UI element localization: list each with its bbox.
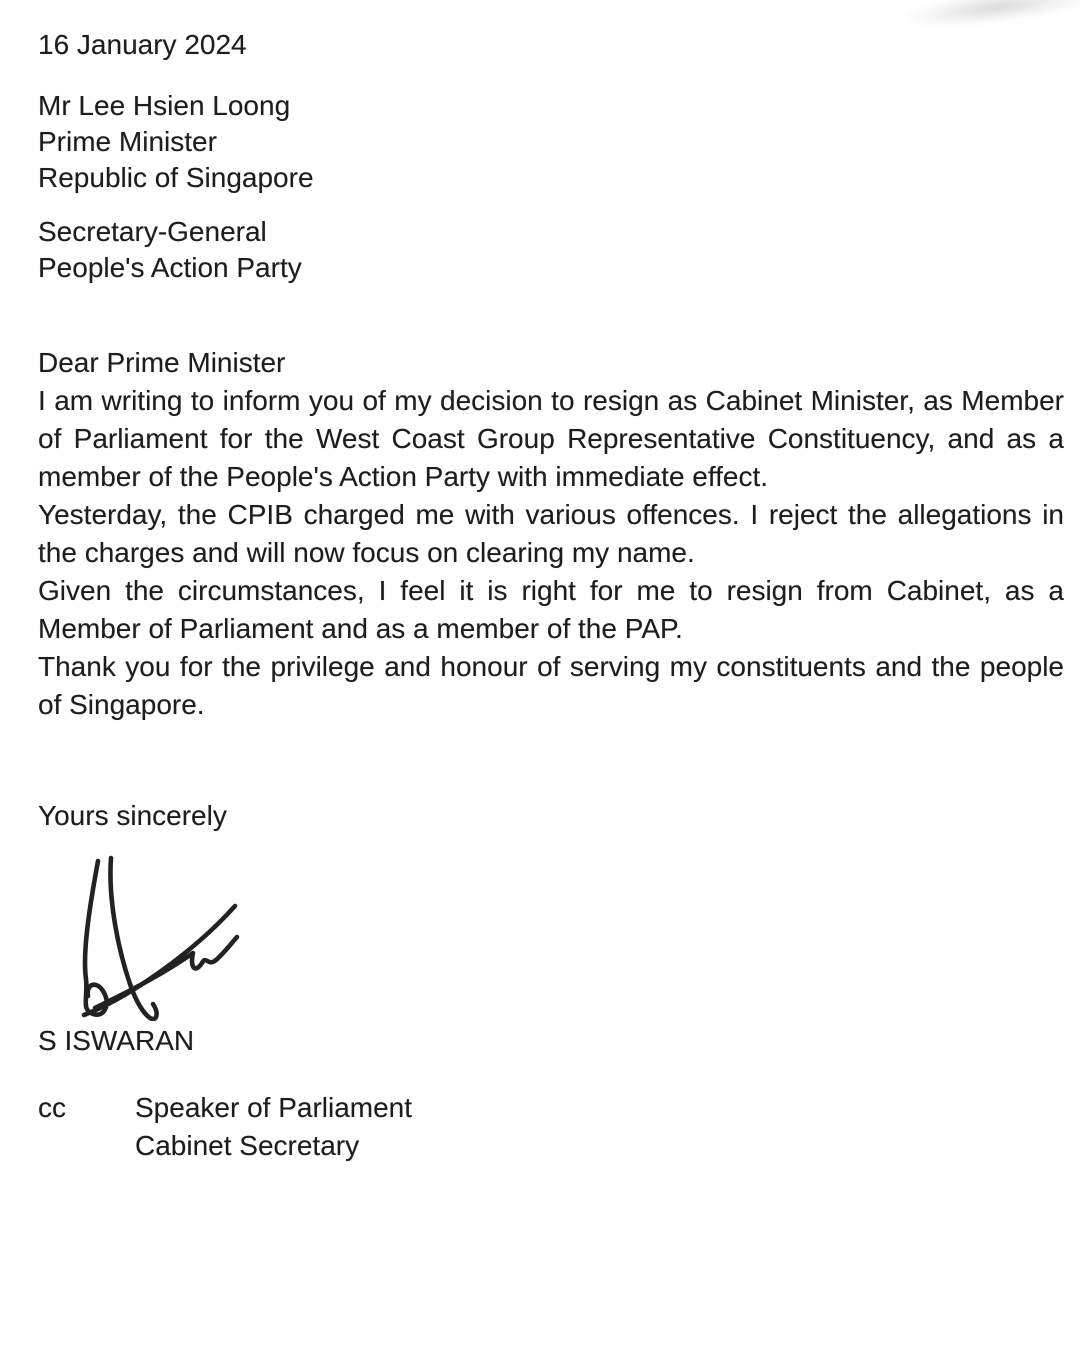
signature-drawing [74, 851, 246, 1021]
recipient-country: Republic of Singapore [38, 162, 314, 193]
recipient-title: Prime Minister [38, 126, 217, 157]
closing: Yours sincerely [38, 800, 227, 831]
cc-name-cabinet-secretary: Cabinet Secretary [135, 1130, 360, 1161]
signature [74, 851, 246, 1021]
cc-name-speaker: Speaker of Parliament [135, 1092, 413, 1123]
recipient-party: People's Action Party [38, 252, 302, 283]
paragraph-circumstances: Given the circumstances, I feel it is right for me to resign from Cabinet, as a Member of Parliament and as a member of the PAP. [38, 575, 1064, 644]
paragraph-resignation: I am writing to inform you of my decision to resign as Cabinet Minister, as Member of Parliament for the West Coast Group Representative Constituency, and as a member of the People's Action Party with immediate effect. [38, 385, 1064, 492]
salutation: Dear Prime Minister [38, 347, 286, 378]
paragraph-charges: Yesterday, the CPIB charged me with various offences. I reject the allegations in the charges and will now focus on clearing my name. [38, 499, 1064, 568]
recipient-role: Secretary-General [38, 216, 267, 247]
paragraph-thanks: Thank you for the privilege and honour of serving my constituents and the people of Singapore. [38, 651, 1064, 720]
recipient-name: Mr Lee Hsien Loong [38, 90, 291, 121]
cc-names [135, 1089, 1064, 1165]
cc-block [38, 1089, 1064, 1165]
recipient-party-role [38, 214, 1064, 286]
cc-label: cc [38, 1092, 66, 1123]
signatory-name: S ISWARAN [38, 1025, 195, 1056]
letter-date: 16 January 2024 [38, 29, 247, 60]
recipient-address [38, 88, 1064, 196]
